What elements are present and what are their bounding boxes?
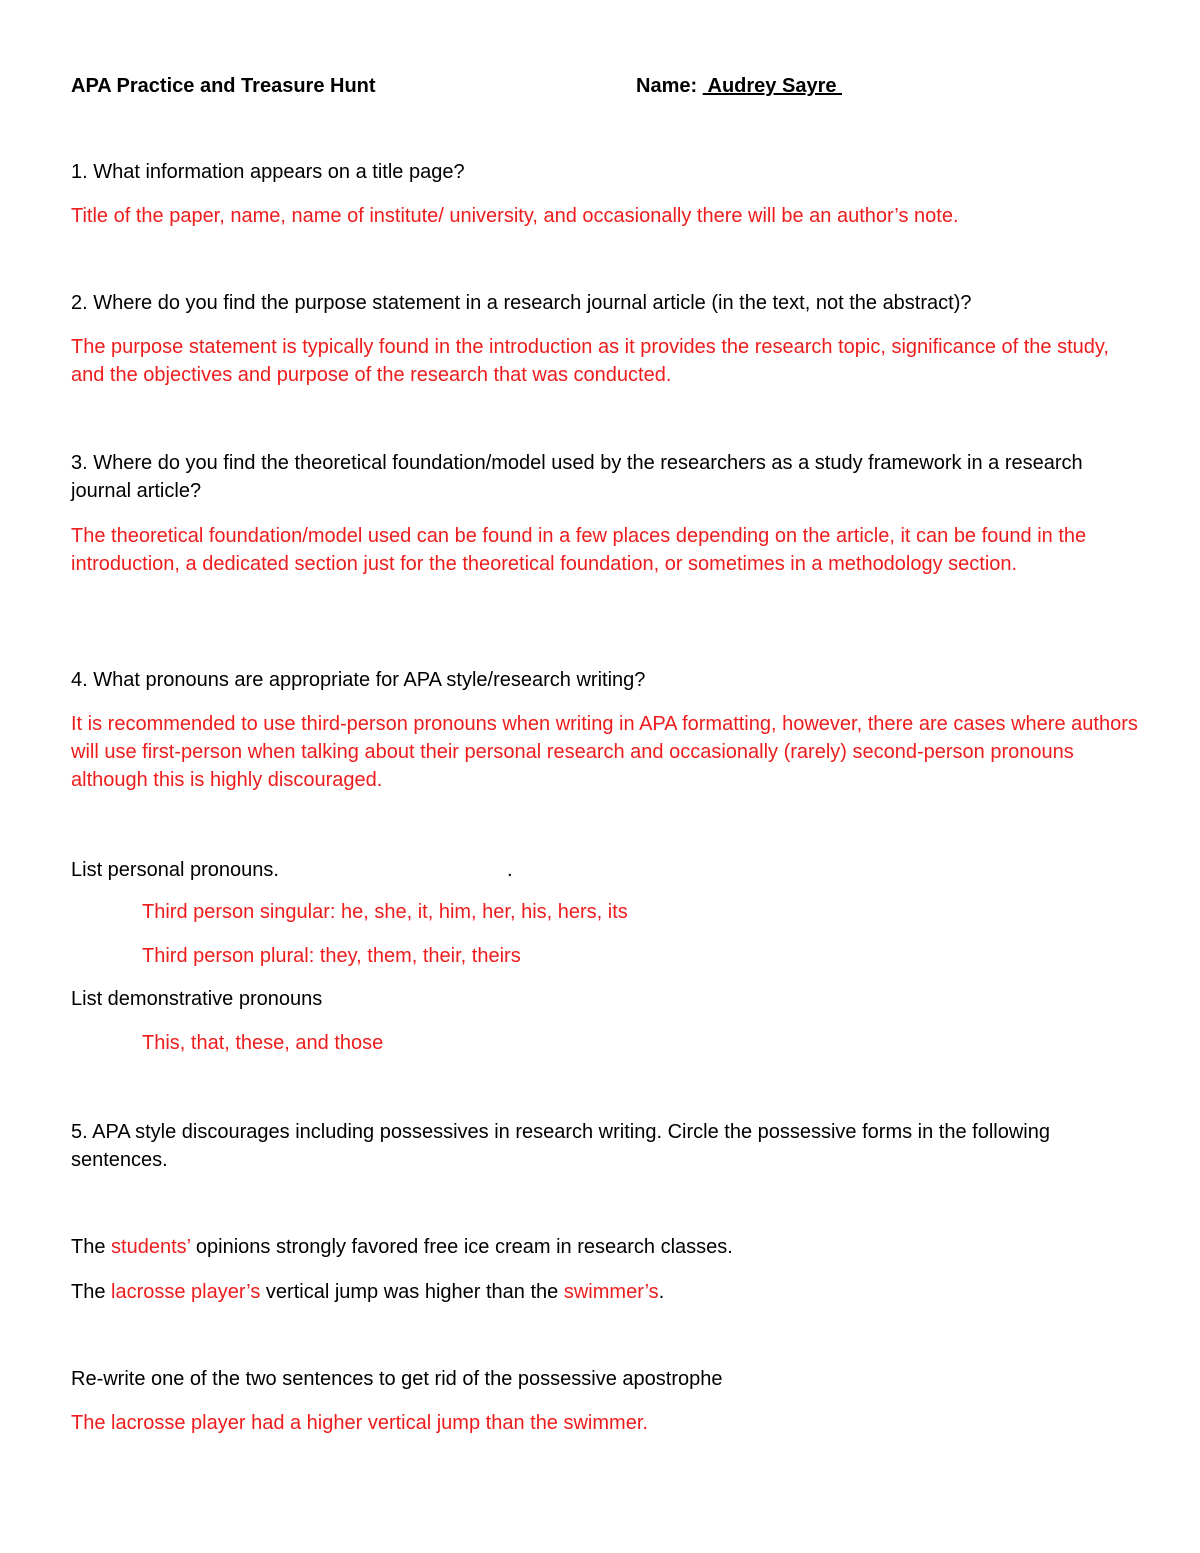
possessive-sentence-2 (71, 1278, 664, 1306)
worksheet-title: APA Practice and Treasure Hunt (71, 75, 376, 97)
answer-4: It is recommended to use third-person pronouns when writing in APA formatting, however, there are cases where authors will use first-person when talking about their personal research and occasionally (rarely) second-person pronouns although this is highly discouraged. (71, 713, 1138, 791)
personal-pronouns-dot: . (507, 859, 513, 881)
sentence-2-before: The (71, 1281, 112, 1303)
question-2: 2. Where do you find the purpose statement in a research journal article (in the text, not the abstract)? (71, 292, 972, 314)
question-4: 4. What pronouns are appropriate for APA style/research writing? (71, 669, 646, 691)
third-person-singular: Third person singular: he, she, it, him, her, his, hers, its (142, 901, 628, 923)
name-label: Name: (636, 75, 703, 97)
personal-pronouns-label: List personal pronouns. (71, 859, 279, 881)
rewrite-answer: The lacrosse player had a higher vertical jump than the swimmer. (71, 1412, 648, 1434)
demonstrative-pronouns-label: List demonstrative pronouns (71, 988, 323, 1010)
name-value: Audrey Sayre (702, 75, 843, 97)
possessive-sentence-1 (71, 1233, 733, 1261)
rewrite-prompt: Re-write one of the two sentences to get rid of the possessive apostrophe (71, 1368, 723, 1390)
sentence-1-possessive: students’ (111, 1236, 191, 1258)
third-person-plural: Third person plural: they, them, their, theirs (142, 945, 521, 967)
question-1: 1. What information appears on a title page? (71, 161, 465, 183)
name-field (636, 72, 842, 100)
demonstrative-pronouns-answer: This, that, these, and those (142, 1032, 384, 1054)
sentence-2-possessive-1: lacrosse player’s (111, 1281, 261, 1303)
sentence-2-middle: vertical jump was higher than the (260, 1281, 564, 1303)
sentence-1-after: opinions strongly favored free ice cream in research classes. (190, 1236, 733, 1258)
sentence-2-possessive-2: swimmer’s (563, 1281, 659, 1303)
question-5: 5. APA style discourages including possessives in research writing. Circle the possessive forms in the following sentences. (71, 1121, 1050, 1171)
answer-1: Title of the paper, name, name of institute/ university, and occasionally there will be an author’s note. (71, 205, 959, 227)
answer-2: The purpose statement is typically found in the introduction as it provides the research topic, significance of the study, and the objectives and purpose of the research that was conducted. (71, 336, 1109, 386)
answer-3: The theoretical foundation/model used can be found in a few places depending on the article, it can be found in the introduction, a dedicated section just for the theoretical foundation, or sometimes in a methodology section. (71, 525, 1087, 575)
sentence-1-before: The (71, 1236, 112, 1258)
question-3: 3. Where do you find the theoretical foundation/model used by the researchers as a study framework in a research journal article? (71, 452, 1083, 502)
sentence-2-after: . (658, 1281, 665, 1303)
